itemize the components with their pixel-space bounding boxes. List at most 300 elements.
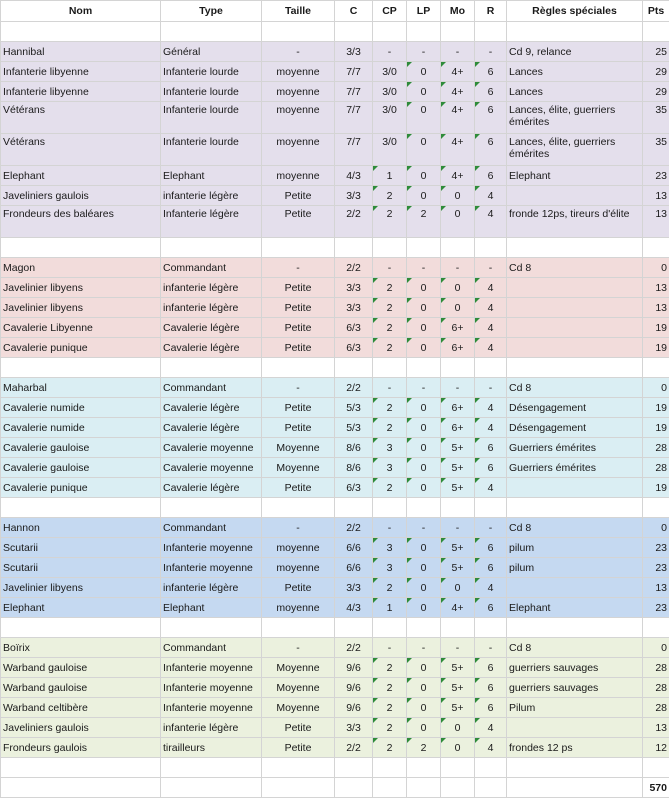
unit-row	[1, 418, 669, 438]
empty-cell	[373, 778, 407, 798]
cell-type: Infanterie moyenne	[161, 658, 262, 678]
cell-lp: 0	[407, 558, 441, 578]
header-type: Type	[161, 1, 262, 22]
cell-r: 6	[475, 62, 507, 82]
empty-cell	[643, 238, 669, 258]
empty-cell	[161, 22, 262, 42]
empty-cell	[475, 618, 507, 638]
empty-cell	[1, 358, 161, 378]
cell-taille: moyenne	[262, 538, 335, 558]
cell-r: 6	[475, 658, 507, 678]
cell-lp: 0	[407, 478, 441, 498]
cell-lp: 0	[407, 718, 441, 738]
cell-regles: Elephant	[507, 166, 643, 186]
cell-cp: 2	[373, 698, 407, 718]
unit-row	[1, 698, 669, 718]
empty-cell	[335, 238, 373, 258]
cell-regles: guerriers sauvages	[507, 678, 643, 698]
cell-r: 4	[475, 478, 507, 498]
cell-nom: Javelinier libyens	[1, 278, 161, 298]
cell-taille: moyenne	[262, 598, 335, 618]
empty-cell	[475, 778, 507, 798]
empty-cell	[161, 358, 262, 378]
cell-lp: 0	[407, 458, 441, 478]
cell-taille: Petite	[262, 398, 335, 418]
cell-mo: 4+	[441, 82, 475, 102]
cell-pts: 23	[643, 598, 669, 618]
unit-row	[1, 458, 669, 478]
empty-cell	[161, 758, 262, 778]
cell-regles: Cd 8	[507, 378, 643, 398]
cell-r: 6	[475, 102, 507, 134]
cell-nom: Elephant	[1, 166, 161, 186]
cell-regles: pilum	[507, 538, 643, 558]
cell-type: Commandant	[161, 378, 262, 398]
cell-pts: 13	[643, 578, 669, 598]
empty-cell	[335, 778, 373, 798]
header-lp: LP	[407, 1, 441, 22]
cell-lp: 0	[407, 578, 441, 598]
cell-regles	[507, 478, 643, 498]
cell-cp: 2	[373, 398, 407, 418]
cell-lp: -	[407, 638, 441, 658]
spacer-row	[1, 22, 669, 42]
cell-taille: Petite	[262, 298, 335, 318]
cell-c: 2/2	[335, 206, 373, 238]
cell-taille: Petite	[262, 186, 335, 206]
cell-c: 6/3	[335, 318, 373, 338]
cell-cp: 3/0	[373, 82, 407, 102]
unit-row	[1, 134, 669, 166]
header-nom: Nom	[1, 1, 161, 22]
cell-r: 6	[475, 134, 507, 166]
cell-nom: Javeliniers gaulois	[1, 186, 161, 206]
cell-pts: 28	[643, 678, 669, 698]
cell-mo: 4+	[441, 166, 475, 186]
unit-row	[1, 478, 669, 498]
cell-pts: 12	[643, 738, 669, 758]
cell-regles: Elephant	[507, 598, 643, 618]
cell-type: Commandant	[161, 258, 262, 278]
cell-c: 8/6	[335, 438, 373, 458]
cell-lp: 0	[407, 102, 441, 134]
cell-r: 4	[475, 418, 507, 438]
cell-taille: -	[262, 42, 335, 62]
cell-taille: -	[262, 258, 335, 278]
cell-type: Infanterie lourde	[161, 82, 262, 102]
cell-cp: 2	[373, 418, 407, 438]
cell-cp: 2	[373, 278, 407, 298]
cell-type: infanterie légère	[161, 278, 262, 298]
cell-pts: 13	[643, 206, 669, 238]
cell-nom: Boïrix	[1, 638, 161, 658]
cell-c: 5/3	[335, 418, 373, 438]
empty-cell	[262, 238, 335, 258]
cell-taille: Petite	[262, 418, 335, 438]
cell-nom: Cavalerie gauloise	[1, 458, 161, 478]
empty-cell	[373, 238, 407, 258]
cell-nom: Cavalerie gauloise	[1, 438, 161, 458]
empty-cell	[335, 618, 373, 638]
cell-nom: Warband gauloise	[1, 678, 161, 698]
cell-type: Infanterie lourde	[161, 134, 262, 166]
cell-taille: -	[262, 638, 335, 658]
cell-r: 4	[475, 718, 507, 738]
cell-lp: 0	[407, 538, 441, 558]
cell-regles: Cd 9, relance	[507, 42, 643, 62]
cell-regles: Désengagement	[507, 398, 643, 418]
total-points: 570	[643, 778, 669, 798]
cell-r: 6	[475, 458, 507, 478]
cell-r: 6	[475, 438, 507, 458]
empty-cell	[262, 758, 335, 778]
cell-cp: 1	[373, 598, 407, 618]
cell-cp: -	[373, 258, 407, 278]
cell-regles: Lances	[507, 82, 643, 102]
empty-cell	[643, 22, 669, 42]
spacer-row	[1, 238, 669, 258]
cell-c: 4/3	[335, 598, 373, 618]
cell-c: 2/2	[335, 638, 373, 658]
cell-regles: Pilum	[507, 698, 643, 718]
cell-lp: -	[407, 378, 441, 398]
cell-r: 6	[475, 678, 507, 698]
cell-mo: 5+	[441, 438, 475, 458]
cell-type: Infanterie moyenne	[161, 698, 262, 718]
unit-row	[1, 82, 669, 102]
empty-cell	[475, 22, 507, 42]
cell-type: Infanterie moyenne	[161, 678, 262, 698]
cell-cp: 2	[373, 718, 407, 738]
cell-taille: Moyenne	[262, 678, 335, 698]
empty-cell	[507, 618, 643, 638]
cell-taille: Petite	[262, 718, 335, 738]
cell-taille: Petite	[262, 478, 335, 498]
cell-cp: 2	[373, 186, 407, 206]
cell-nom: Frondeurs gaulois	[1, 738, 161, 758]
empty-cell	[441, 778, 475, 798]
cell-regles: guerriers sauvages	[507, 658, 643, 678]
empty-cell	[335, 758, 373, 778]
unit-row	[1, 578, 669, 598]
cell-type: infanterie légère	[161, 718, 262, 738]
cell-lp: 0	[407, 318, 441, 338]
empty-cell	[161, 238, 262, 258]
cell-mo: 5+	[441, 478, 475, 498]
cell-cp: 2	[373, 206, 407, 238]
cell-mo: 4+	[441, 62, 475, 82]
cell-taille: Petite	[262, 578, 335, 598]
cell-regles	[507, 278, 643, 298]
cell-taille: moyenne	[262, 166, 335, 186]
cell-lp: 0	[407, 338, 441, 358]
cell-regles: Lances	[507, 62, 643, 82]
cell-lp: 0	[407, 598, 441, 618]
cell-r: -	[475, 638, 507, 658]
header-row	[1, 1, 669, 22]
empty-cell	[507, 758, 643, 778]
cell-cp: -	[373, 42, 407, 62]
cell-pts: 19	[643, 478, 669, 498]
cell-taille: -	[262, 518, 335, 538]
cell-r: 6	[475, 598, 507, 618]
unit-row	[1, 258, 669, 278]
cell-mo: 5+	[441, 698, 475, 718]
unit-row	[1, 298, 669, 318]
cell-type: infanterie légère	[161, 186, 262, 206]
cell-cp: -	[373, 518, 407, 538]
unit-row	[1, 558, 669, 578]
cell-c: 8/6	[335, 458, 373, 478]
unit-row	[1, 638, 669, 658]
cell-lp: 2	[407, 206, 441, 238]
cell-c: 9/6	[335, 658, 373, 678]
cell-r: 6	[475, 558, 507, 578]
cell-r: 4	[475, 578, 507, 598]
cell-nom: Javelinier libyens	[1, 298, 161, 318]
cell-pts: 28	[643, 458, 669, 478]
cell-mo: 0	[441, 298, 475, 318]
empty-cell	[262, 778, 335, 798]
cell-r: 4	[475, 338, 507, 358]
unit-row	[1, 62, 669, 82]
cell-type: Infanterie lourde	[161, 102, 262, 134]
cell-taille: Moyenne	[262, 438, 335, 458]
empty-cell	[335, 498, 373, 518]
cell-taille: moyenne	[262, 82, 335, 102]
cell-type: infanterie légère	[161, 578, 262, 598]
cell-regles: Cd 8	[507, 258, 643, 278]
cell-mo: 4+	[441, 598, 475, 618]
cell-type: Commandant	[161, 638, 262, 658]
unit-row	[1, 598, 669, 618]
empty-cell	[475, 758, 507, 778]
empty-cell	[441, 358, 475, 378]
empty-cell	[373, 22, 407, 42]
cell-mo: -	[441, 638, 475, 658]
cell-c: 6/6	[335, 558, 373, 578]
unit-row	[1, 338, 669, 358]
spacer-row	[1, 618, 669, 638]
cell-mo: 0	[441, 738, 475, 758]
cell-lp: -	[407, 518, 441, 538]
cell-pts: 25	[643, 42, 669, 62]
cell-c: 3/3	[335, 42, 373, 62]
unit-row	[1, 278, 669, 298]
cell-c: 3/3	[335, 186, 373, 206]
cell-mo: 0	[441, 578, 475, 598]
empty-cell	[373, 498, 407, 518]
cell-pts: 13	[643, 278, 669, 298]
empty-cell	[441, 498, 475, 518]
cell-pts: 0	[643, 518, 669, 538]
cell-taille: moyenne	[262, 558, 335, 578]
unit-row	[1, 318, 669, 338]
cell-cp: 2	[373, 298, 407, 318]
cell-c: 7/7	[335, 82, 373, 102]
cell-type: Cavalerie légère	[161, 418, 262, 438]
empty-cell	[335, 358, 373, 378]
cell-pts: 0	[643, 378, 669, 398]
cell-cp: -	[373, 378, 407, 398]
cell-regles	[507, 338, 643, 358]
cell-r: 6	[475, 166, 507, 186]
cell-lp: 0	[407, 62, 441, 82]
cell-regles: Lances, élite, guerriers émérites	[507, 134, 643, 166]
cell-taille: Moyenne	[262, 658, 335, 678]
cell-nom: Hannon	[1, 518, 161, 538]
cell-c: 6/6	[335, 538, 373, 558]
cell-c: 3/3	[335, 718, 373, 738]
cell-type: Cavalerie moyenne	[161, 438, 262, 458]
empty-cell	[475, 358, 507, 378]
empty-cell	[1, 778, 161, 798]
cell-type: Elephant	[161, 598, 262, 618]
cell-taille: Petite	[262, 278, 335, 298]
cell-r: 6	[475, 698, 507, 718]
cell-nom: Scutarii	[1, 538, 161, 558]
empty-cell	[262, 358, 335, 378]
cell-regles	[507, 298, 643, 318]
spacer-row	[1, 498, 669, 518]
cell-type: tirailleurs	[161, 738, 262, 758]
empty-cell	[643, 618, 669, 638]
cell-r: 6	[475, 538, 507, 558]
header-pts: Pts	[643, 1, 669, 22]
cell-mo: 0	[441, 278, 475, 298]
cell-nom: Scutarii	[1, 558, 161, 578]
cell-mo: 4+	[441, 102, 475, 134]
cell-pts: 28	[643, 698, 669, 718]
cell-mo: 5+	[441, 458, 475, 478]
empty-cell	[161, 618, 262, 638]
cell-r: 4	[475, 398, 507, 418]
cell-c: 4/3	[335, 166, 373, 186]
cell-r: 4	[475, 186, 507, 206]
cell-nom: Warband celtibère	[1, 698, 161, 718]
cell-taille: Moyenne	[262, 458, 335, 478]
cell-mo: 6+	[441, 398, 475, 418]
empty-cell	[441, 758, 475, 778]
cell-lp: 2	[407, 738, 441, 758]
cell-lp: -	[407, 42, 441, 62]
cell-type: Cavalerie légère	[161, 318, 262, 338]
cell-type: Cavalerie moyenne	[161, 458, 262, 478]
cell-regles: pilum	[507, 558, 643, 578]
cell-nom: Javeliniers gaulois	[1, 718, 161, 738]
cell-c: 3/3	[335, 298, 373, 318]
empty-cell	[507, 778, 643, 798]
cell-nom: Magon	[1, 258, 161, 278]
empty-cell	[262, 498, 335, 518]
cell-pts: 29	[643, 62, 669, 82]
cell-type: Cavalerie légère	[161, 338, 262, 358]
cell-type: infanterie légère	[161, 298, 262, 318]
empty-cell	[1, 238, 161, 258]
empty-cell	[1, 618, 161, 638]
unit-row	[1, 658, 669, 678]
cell-r: 4	[475, 206, 507, 238]
cell-lp: 0	[407, 418, 441, 438]
empty-cell	[1, 758, 161, 778]
cell-taille: Petite	[262, 206, 335, 238]
cell-lp: 0	[407, 658, 441, 678]
cell-c: 7/7	[335, 62, 373, 82]
cell-taille: Petite	[262, 318, 335, 338]
cell-regles	[507, 718, 643, 738]
cell-c: 5/3	[335, 398, 373, 418]
cell-cp: 3	[373, 438, 407, 458]
unit-row	[1, 398, 669, 418]
empty-cell	[441, 238, 475, 258]
cell-c: 2/2	[335, 378, 373, 398]
cell-cp: 2	[373, 318, 407, 338]
unit-row	[1, 538, 669, 558]
cell-nom: Cavalerie Libyenne	[1, 318, 161, 338]
cell-pts: 19	[643, 338, 669, 358]
cell-c: 3/3	[335, 578, 373, 598]
cell-lp: 0	[407, 438, 441, 458]
spacer-row	[1, 358, 669, 378]
cell-lp: -	[407, 258, 441, 278]
cell-regles: Lances, élite, guerriers émérites	[507, 102, 643, 134]
header-cp: CP	[373, 1, 407, 22]
unit-row	[1, 102, 669, 134]
cell-r: -	[475, 258, 507, 278]
empty-cell	[507, 358, 643, 378]
cell-mo: 0	[441, 206, 475, 238]
cell-cp: 1	[373, 166, 407, 186]
cell-cp: 3	[373, 458, 407, 478]
unit-row	[1, 186, 669, 206]
cell-lp: 0	[407, 678, 441, 698]
unit-row	[1, 718, 669, 738]
cell-nom: Infanterie libyenne	[1, 82, 161, 102]
cell-r: 4	[475, 298, 507, 318]
empty-cell	[1, 498, 161, 518]
cell-type: Infanterie moyenne	[161, 558, 262, 578]
cell-pts: 35	[643, 134, 669, 166]
cell-type: Infanterie moyenne	[161, 538, 262, 558]
empty-cell	[373, 758, 407, 778]
cell-type: Cavalerie légère	[161, 398, 262, 418]
cell-type: Elephant	[161, 166, 262, 186]
empty-cell	[643, 498, 669, 518]
unit-row	[1, 518, 669, 538]
cell-cp: 2	[373, 338, 407, 358]
cell-r: 4	[475, 278, 507, 298]
cell-mo: 5+	[441, 658, 475, 678]
cell-cp: 2	[373, 738, 407, 758]
empty-cell	[643, 758, 669, 778]
empty-cell	[507, 22, 643, 42]
cell-r: -	[475, 42, 507, 62]
cell-pts: 23	[643, 166, 669, 186]
empty-cell	[643, 358, 669, 378]
empty-cell	[407, 498, 441, 518]
empty-cell	[475, 238, 507, 258]
cell-mo: 5+	[441, 538, 475, 558]
cell-taille: Petite	[262, 738, 335, 758]
cell-nom: Javelinier libyens	[1, 578, 161, 598]
cell-r: -	[475, 378, 507, 398]
cell-nom: Elephant	[1, 598, 161, 618]
cell-regles: fronde 12ps, tireurs d'élite	[507, 206, 643, 238]
empty-cell	[1, 22, 161, 42]
cell-regles	[507, 318, 643, 338]
empty-cell	[441, 618, 475, 638]
cell-cp: 2	[373, 478, 407, 498]
